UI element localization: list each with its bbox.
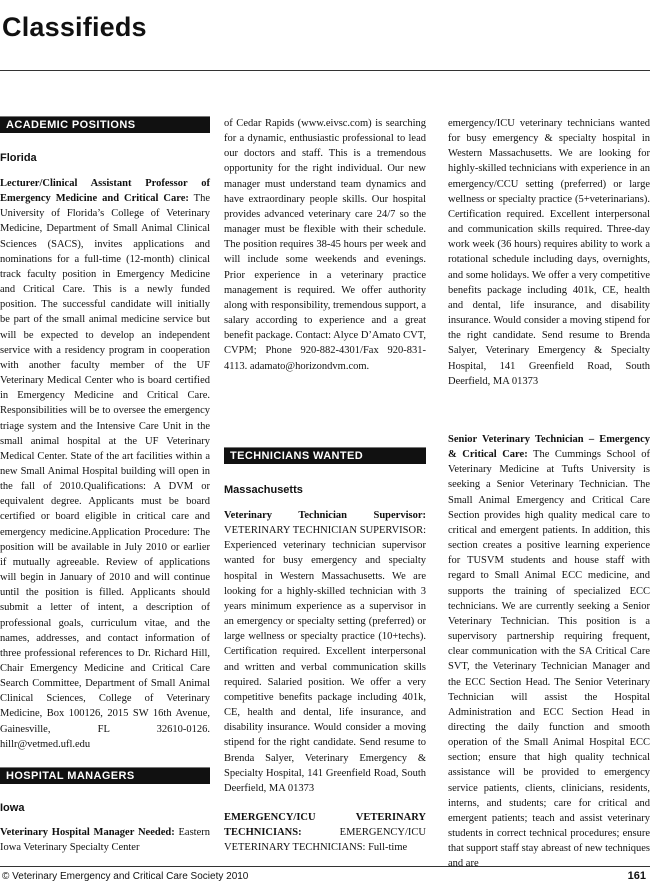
region-florida: Florida [0,152,37,164]
ad-heading: Veterinary Hospital Manager Needed: [0,827,175,838]
ad-iowa-manager [0,825,210,855]
ad-iowa-manager-continued: of Cedar Rapids (www.eivsc.com) is searching for a dynamic, enthusiastic professional to lead our doctors and staff. This is a tremendous opportunity for the right individual. Our new manager must understand team dynamics and have extraordinary people skills. Our hospital provides advanced veterinary care 24/7 so the manager must be flexible with their schedule. The position requires 38-45 hours per week and will include some weekends and evenings. Prior experience in a veterinary practice management is required. We offer authority along with responsibility, tremendous support, a salary according to experience and a great benefit package. Contact: Alyce D’Amato CVT, CVPM; Phone 920-882-4301/Fax 920-831-4113. adamato@horizondvm.com. [224,118,427,372]
page-title: Classifieds [2,12,147,42]
ad-body: Eastern Iowa Veterinary Specialty Center [0,827,210,854]
section-header-academic: ACADEMIC POSITIONS [0,116,210,133]
bottom-rule [0,866,650,867]
ad-heading: Lecturer/Clinical Assistant Professor of Emergency Medicine and Critical Care: [0,178,210,205]
top-rule [0,70,650,71]
ad-florida-lecturer [0,176,210,752]
ad-heading: EMERGENCY/ICU VETERINARY TECHNICIANS: [224,812,426,839]
ad-heading: Senior Veterinary Technician – Emergency & Critical Care: [448,434,650,461]
ad-mass-icu [224,810,426,855]
ad-body: The Cummings School of Veterinary Medicine at Tufts University is seeking a Senior Veterinary Technician. The Small Animal Emergency and Critical Care Section provides high quality medical care to critical and emergent patients. In addition, this section creates a positive learning experience for TUSVM students and house staff with regard to Small Animal ECC medicine, and supports the training of specialized ECC technicians. We are currently seeking a Senior Veterinary Technician. This position is a supervisory partnership requiring frequent, clear communication with the SA Critical Care SVT, the Veterinary Technician Manager and the ECC Section Head. The Senior Veterinary Technician will assist the Hospital Administration and ECC Section Head in directing the daily function and smooth operation of the Small Animal Hospital ECC section; ensure that high quality technical assistance will be provided to emergency service patients, clients, clinicians, residents, interns, and students; care for critical and emergent patients; teach and assist veterinary students in correct technical procedures; ensure that support staff stay abreast of new techniques and are [448,449,650,870]
footer-copyright: © Veterinary Emergency and Critical Care Society 2010 [2,871,249,882]
ad-mass-icu-continued: emergency/ICU veterinary technicians wanted for busy emergency & specialty hospital in Western Massachusetts. We are looking for highly-skilled technicians with experience in an emergency/CCU setting (preferred) or large wellness or specialty practice (5+veterinarians). Certification required. Excellent interpersonal and communication skills required. Three-day work week (36 hours) requires ability to work a rotational schedule including days, overnights, and some holidays. We offer a very competitive benefits package including 401k, CE, health and dental, life insurance, and disability insurance. Would consider a moving stipend for the right candidate. Send resume to Brenda Salyer, Veterinary Emergency & Specialty Hospital, 141 Greenfield Road, South Deerfield, MA 01373 [448,118,650,387]
ad-mass-supervisor [224,508,426,796]
section-header-technicians: TECHNICIANS WANTED [224,447,426,464]
ad-body: VETERINARY TECHNICIAN SUPERVISOR: Experienced veterinary technician supervisor wanted for busy emergency and specialty hospital in Western Massachusetts. We are looking for a highly-skilled technician with 3 years minimum experience as a supervisor in an emergency or specialty setting (preferred) or large wellness or specialty practice (10+techs). Certification required. Excellent interpersonal and written and verbal communication skills required. Salaried position. We offer a very competitive benefits package including 401k, CE, health and dental, life insurance, and disability insurance. Would consider a moving stipend for the right candidate. Send resume to Brenda Salyer, Veterinary Emergency & Specialty Hospital, 141 Greenfield Road, South Deerfield, MA 01373 [224,525,426,794]
ad-senior-tech [448,432,650,872]
section-header-managers: HOSPITAL MANAGERS [0,767,210,784]
page-number: 161 [627,870,646,882]
region-iowa: Iowa [0,802,25,814]
ad-body: EMERGENCY/ICU VETERINARY TECHNICIANS: Full-time [224,827,426,854]
region-massachusetts: Massachusetts [224,484,303,496]
ad-heading: Veterinary Technician Supervisor: [224,510,426,521]
ad-body: The University of Florida’s College of Veterinary Medicine, Department of Small Animal Clinical Sciences (SACS), invites applications and nominations for a full-time (12-month) clinical track faculty position in Emergency Medicine and Critical Care. This is a newly funded position. The successful candidate will initially be part of the small animal medicine service but will be expected to develop an independent service with a residency program in cooperation with another faculty member of the UF Veterinary Medical Center who is board certified in Emergency Medicine and Critical Care. Responsibilities will be to oversee the emergency triage system and the Intensive Care Unit in the small animal hospital at the UF Veterinary Medical Center. State of the art facilities within a new Small Animal Hospital building will open in the fall of 2010.Qualifications: A DVM or equivalent degree. Applicants must be board certified or board eligible in critical care and emergency medicine.Application Procedure: The position will be available in July 2010 or earlier if mutually agreeable. Review of applications will begin in January of 2010 and will continue until the position is filled. Applicants should submit a letter of intent, a description of professional goals, curriculum vitae, and the names, addresses, and contact information of three professional references to Dr. Richard Hill, Chair Emergency Medicine and Critical Care Search Committee, Department of Small Animal Clinical Sciences, College of Veterinary Medicine, Box 100126, 2015 SW 16th Avenue, Gainesville, FL 32610-0126. hillr@vetmed.ufl.edu [0,193,210,750]
